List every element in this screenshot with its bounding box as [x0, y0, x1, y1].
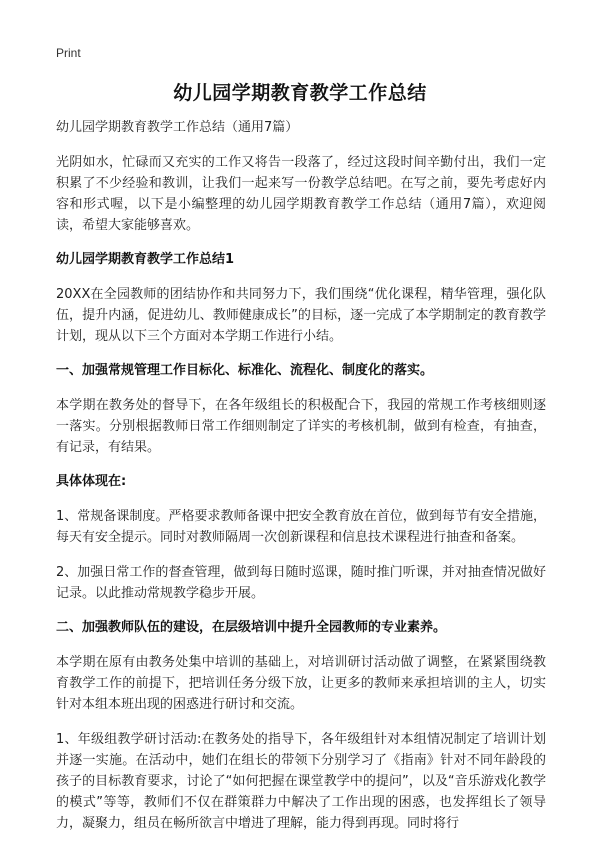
- paragraph: 2、加强日常工作的督查管理，做到每日随时巡课，随时推门听课，并对抽查情况做好记录。以此推动常规教学稳步开展。: [56, 565, 546, 601]
- paragraph: 光阴如水，忙碌而又充实的工作又将告一段落了，经过这段时间辛勤付出，我们一定积累了不少经验和教训，让我们一起来写一份教学总结吧。在写之前，要先考虑好内容和形式喔，以下是小编整理的幼儿园学期教育教学工作总结（通用7篇），欢迎阅读，希望大家能够喜欢。: [56, 155, 546, 233]
- section-heading: 二、加强教师队伍的建设，在层级培训中提升全园教师的专业素养。: [56, 620, 447, 635]
- paragraph: 本学期在教务处的督导下，在各年级组长的积极配合下，我园的常规工作考核细则逐一落实。分别根据教师日常工作细则制定了详实的考核机制，做到有检查，有抽查，有记录，有结果。: [56, 398, 546, 455]
- paragraph: 本学期在原有由教务处集中培训的基础上，对培训研讨活动做了调整，在紧紧围绕教育教学工作的前提下，把培训任务分级下放，让更多的教师来承担培训的主人，切实针对本组本班出现的困惑进行研讨和交流。: [56, 655, 546, 712]
- page-title: 幼儿园学期教育教学工作总结: [173, 82, 427, 104]
- content-blocks: [56, 152, 546, 834]
- section-heading: 具体体现在:: [56, 474, 127, 489]
- document-subtitle: 幼儿园学期教育教学工作总结（通用7篇）: [56, 120, 299, 135]
- section-heading: 一、加强常规管理工作目标化、标准化、流程化、制度化的落实。: [56, 363, 434, 378]
- paragraph: 20XX在全园教师的团结协作和共同努力下，我们围绕“优化课程，精华管理，强化队伍，提升内涵，促进幼儿、教师健康成长”的目标，逐一完成了本学期制定的教育教学计划，现从以下三个方面对本学期工作进行小结。: [56, 287, 546, 344]
- section-heading: 幼儿园学期教育教学工作总结1: [56, 252, 235, 267]
- paragraph: 1、年级组教学研讨活动:在教务处的指导下，各年级组针对本组情况制定了培训计划并逐一实施。在活动中，她们在组长的带领下分别学习了《指南》针对不同年龄段的孩子的目标教育要求，讨论了“如何把握在课堂教学中的提问”，以及“音乐游戏化教学的模式”等等，教师们不仅在群策群力中解决了工作出现的困惑，也发挥组长了领导力，凝聚力，组员在畅所欲言中增进了理解，能力得到再现。同时将行: [56, 732, 546, 831]
- document-body: [56, 118, 546, 848]
- paragraph: 1、常规备课制度。严格要求教师备课中把安全教育放在首位，做到每节有安全措施，每天有安全提示。同时对教师隔周一次创新课程和信息技术课程进行抽查和备案。: [56, 509, 546, 545]
- print-link[interactable]: Print: [56, 46, 81, 60]
